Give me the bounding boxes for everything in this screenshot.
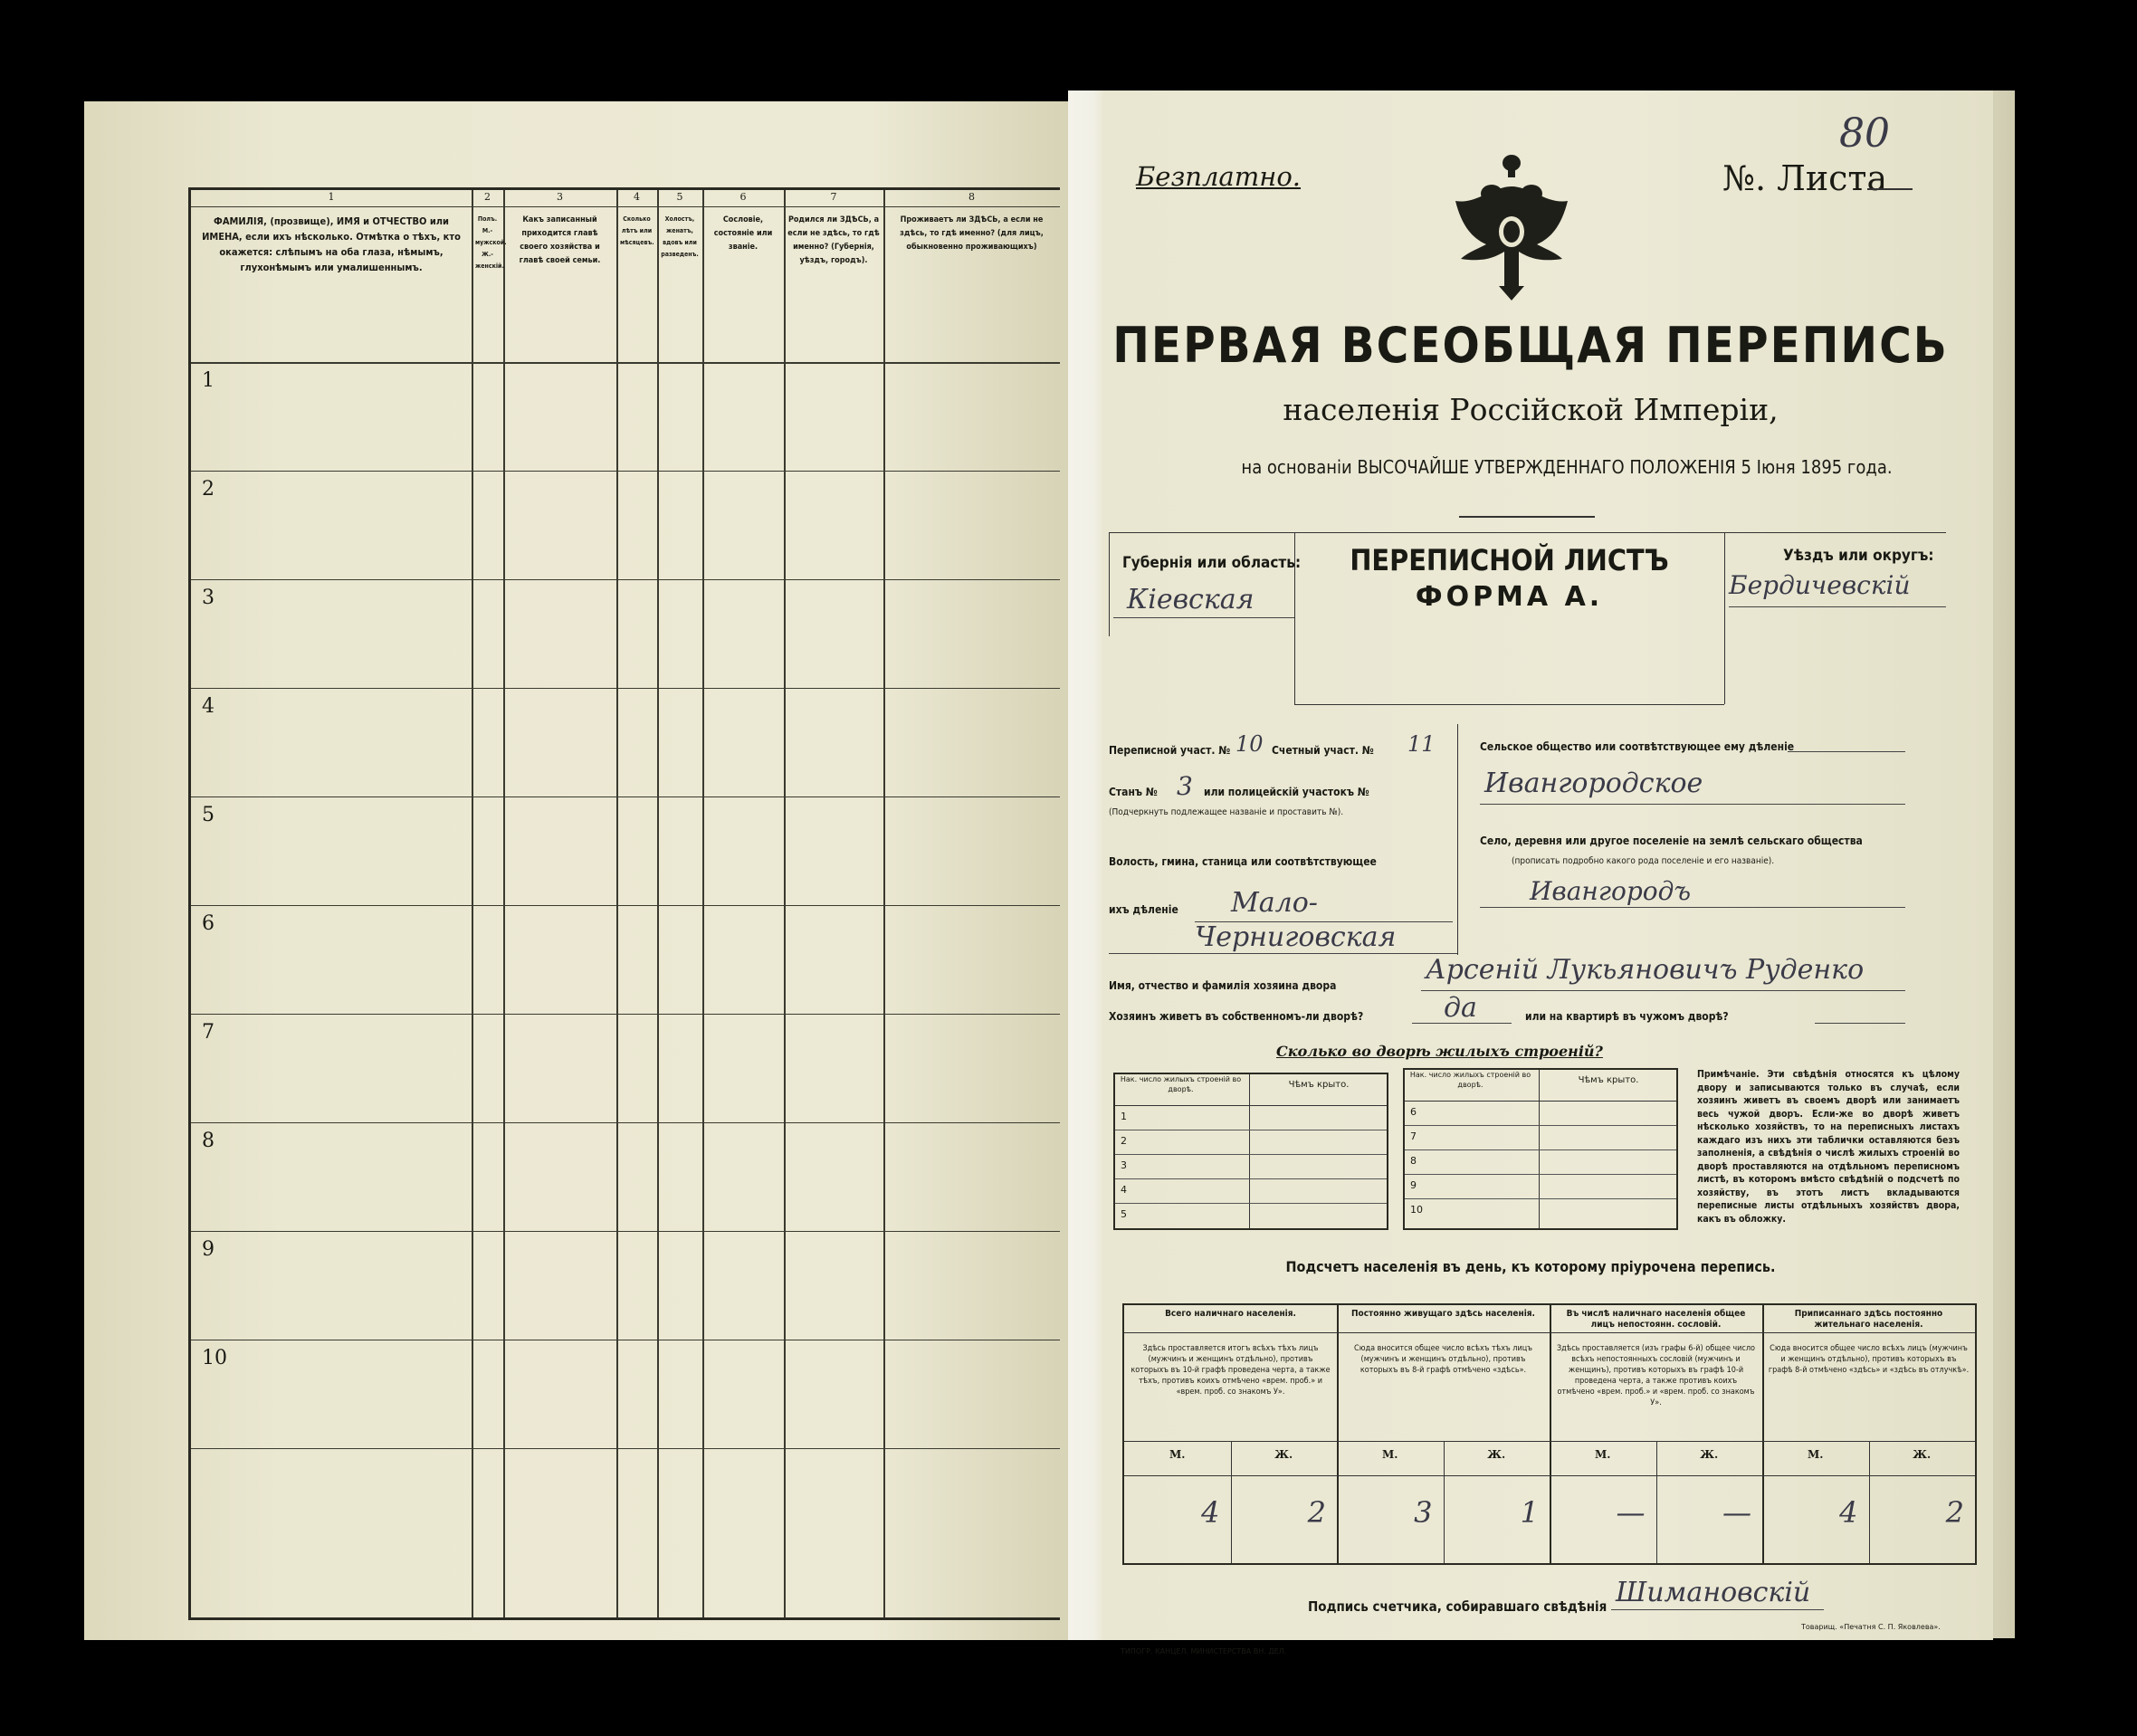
imperial-eagle-icon — [1448, 150, 1575, 304]
ledger-column-line — [883, 190, 885, 1617]
ledger-row-line — [191, 796, 1060, 797]
count-male-value: 3 — [1414, 1495, 1433, 1530]
ledger-column-header: ФАМИЛІЯ, (прозвище), ИМЯ и ОТЧЕСТВО или ИМЕНА, если ихъ нѣсколько. Отмѣтка о тѣхъ, кто окажется: слѣпымъ на оба глаза, нѣмымъ, глухонѣмымъ или умалишеннымъ. — [202, 215, 461, 273]
right-page — [1068, 91, 1993, 1655]
ledger-row-line — [191, 1122, 1060, 1123]
buildings-row-number: 7 — [1410, 1130, 1417, 1142]
buildings-row-line — [1405, 1125, 1676, 1126]
count-group-description: Здѣсь проставляется итогъ всѣхъ тѣхъ лицъ (мужчинъ и женщинъ отдѣльно), противъ которыхъ въ 10-й графѣ проведена черта, а также тѣхъ, противъ коихъ отмѣчено «врем. проб.» и «врем. проб. со знакомъ У». — [1131, 1344, 1331, 1397]
buildings-table-left — [1113, 1073, 1388, 1230]
form-title: ПЕРЕПИСНОЙ ЛИСТЪ — [1350, 543, 1669, 577]
ledger-row-number: 10 — [202, 1347, 227, 1369]
count-female-label: Ж. — [1700, 1448, 1719, 1461]
document-title: ПЕРВАЯ ВСЕОБЩАЯ ПЕРЕПИСЬ — [1112, 317, 1949, 374]
buildings-row-number: 2 — [1121, 1135, 1127, 1147]
census-district-label: Переписной участ. № — [1109, 744, 1231, 757]
buildings-row-number: 10 — [1410, 1204, 1423, 1216]
count-male-label: М. — [1169, 1448, 1186, 1461]
buildings-row-number: 8 — [1410, 1155, 1417, 1167]
buildings-question: Сколько во дворѣ жилыхъ строеній? — [1276, 1043, 1603, 1060]
ledger-row-line — [191, 579, 1060, 580]
buildings-header-number: Нак. число жилыхъ строеній во дворѣ. — [1120, 1075, 1242, 1093]
count-group-description: Сюда вносится общее число всѣхъ лицъ (мужчинъ и женщинъ отдѣльно), противъ которыхъ въ графѣ 8-й отмѣчено «здѣсь» и «здѣсь въ отлучкѣ». — [1768, 1344, 1970, 1375]
count-female-value: 2 — [1945, 1495, 1964, 1530]
community-value: Ивангородское — [1484, 768, 1703, 799]
buildings-row-number: 4 — [1121, 1184, 1127, 1196]
ledger-column-number: 4 — [634, 191, 640, 203]
ledger-column-header: Холостъ, женатъ, вдовъ или разведенъ. — [661, 215, 699, 258]
census-district-value: 10 — [1235, 731, 1264, 757]
stan-value: 3 — [1177, 771, 1193, 801]
buildings-row-line — [1405, 1198, 1676, 1199]
ledger-column-number: 6 — [739, 191, 747, 203]
buildings-table-right — [1403, 1068, 1678, 1230]
buildings-row-number: 5 — [1121, 1208, 1127, 1220]
count-title-line — [1124, 1332, 1975, 1333]
left-page — [84, 101, 1068, 1640]
rented-label: или на квартирѣ въ чужомъ дворѣ? — [1525, 1010, 1729, 1023]
count-female-value: 2 — [1307, 1495, 1326, 1530]
buildings-row-number: 1 — [1121, 1111, 1127, 1122]
owner-value: Арсеній Лукьяновичъ Руденко — [1426, 954, 1865, 986]
ledger-column-header: Сословіе, состояніе или званіе. — [713, 215, 773, 252]
count-female-label: Ж. — [1487, 1448, 1506, 1461]
village-value: Ивангородъ — [1530, 876, 1692, 906]
buildings-row-line — [1115, 1154, 1387, 1155]
ledger-column-line — [702, 190, 704, 1617]
police-note: (Подчеркнуть подлежащее названіе и проставить №). — [1109, 807, 1344, 817]
province-value: Кіевская — [1127, 584, 1255, 615]
count-female-value: 1 — [1520, 1495, 1539, 1530]
buildings-row-line — [1115, 1203, 1387, 1204]
ledger-row-number: 7 — [202, 1021, 215, 1044]
count-male-label: М. — [1595, 1448, 1611, 1461]
count-group-title: Постоянно живущаго здѣсь населенія. — [1351, 1309, 1535, 1319]
ledger-column-line — [657, 190, 659, 1617]
form-subtitle: ФОРМА А. — [1415, 581, 1604, 613]
buildings-row-number: 6 — [1410, 1106, 1417, 1118]
volost-label: Волость, гмина, станица или соотвѣтствующее — [1109, 855, 1377, 868]
ledger-column-header: Полъ. М.-мужской. Ж.-женскій. — [475, 215, 507, 270]
buildings-header-number: Нак. число жилыхъ строеній во дворѣ. — [1409, 1071, 1531, 1089]
count-group-description: Здѣсь проставляется (изъ графы 6-й) общее число всѣхъ непостоянныхъ сословій (мужчинъ и женщинъ), противъ которыхъ въ графѣ 10-й проведена черта, а также противъ коихъ отмѣчено «врем. проб.» и «врем. проб. со знакомъ У». — [1556, 1344, 1755, 1407]
count-male-label: М. — [1808, 1448, 1824, 1461]
ledger-row-line — [191, 1231, 1060, 1232]
ledger-column-number: 2 — [484, 191, 491, 203]
ledger-column-header: Сколько лѣтъ или мѣсяцевъ. — [620, 215, 654, 246]
sheet-number-underline — [1867, 188, 1913, 190]
ledger-column-number: 8 — [968, 191, 975, 203]
village-note: (прописать подробно какого рода поселеніе и его названіе). — [1512, 856, 1775, 866]
ledger-column-number: 3 — [557, 191, 563, 203]
ledger-row-line — [191, 1448, 1060, 1449]
ledger-header-line — [191, 362, 1060, 364]
count-desc-line — [1124, 1441, 1975, 1442]
ledger-column-header: Какъ записанный приходится главѣ своего хозяйства и главѣ своей семьи. — [519, 215, 601, 265]
ledger-column-line — [784, 190, 786, 1617]
count-mf-header-line — [1124, 1475, 1975, 1476]
village-label: Село, деревня или другое поселеніе на землѣ сельскаго общества — [1480, 835, 1863, 847]
counting-district-value: 11 — [1407, 731, 1436, 757]
ledger-column-line — [472, 190, 473, 1617]
ledger-row-line — [191, 905, 1060, 906]
ledger-table — [188, 187, 1060, 1620]
ledger-column-number: 1 — [328, 191, 335, 203]
ledger-row-number: 6 — [202, 912, 215, 935]
sheet-number-label: №. Листа — [1722, 158, 1888, 198]
counting-district-label: Счетный участ. № — [1272, 744, 1374, 757]
owner-label: Имя, отчество и фамилія хозяина двора — [1109, 979, 1337, 992]
ledger-row-number: 3 — [202, 587, 215, 609]
own-house-label: Хозяинъ живетъ въ собственномъ-ли дворѣ? — [1109, 1010, 1364, 1023]
buildings-column-line — [1249, 1074, 1250, 1228]
footer-right: Товарищ. «Печатня С. П. Яковлева». — [1801, 1623, 1941, 1631]
count-group-description: Сюда вносится общее число всѣхъ тѣхъ лицъ (мужчинъ и женщинъ отдѣльно), противъ которыхъ въ 8-й графѣ отмѣчено «здѣсь». — [1354, 1344, 1532, 1375]
count-female-label: Ж. — [1913, 1448, 1932, 1461]
note-text: Примѣчаніе. Эти свѣдѣнія относятся къ цѣлому двору и записываются только въ случаѣ, если хозяинъ живетъ въ своемъ дворѣ или занимаетъ весь чужой дворъ. Если-же во дворѣ живетъ нѣсколько хозяйствъ, то на переписныхъ листахъ каждаго изъ нихъ эти таблички оставляются безъ заполненія, а свѣдѣнія о числѣ жилыхъ строеній во дворѣ проставляются на отдѣльномъ переписномъ листѣ, въ которомъ вмѣсто свѣдѣній о подсчетѣ по хозяйству, въ этотъ листъ вкладываются переписные листы отдѣльныхъ хозяйствъ двора, какъ въ обложку. — [1697, 1069, 1960, 1225]
volost-value: Мало- — [1231, 887, 1318, 919]
count-female-value: — — [1722, 1495, 1751, 1530]
district-value: Бердичевскій — [1729, 570, 1911, 600]
ledger-row-number: 8 — [202, 1130, 215, 1152]
buildings-row-line — [1405, 1149, 1676, 1150]
ornament-divider — [1459, 516, 1595, 518]
ledger-column-line — [503, 190, 505, 1617]
ledger-row-number: 2 — [202, 478, 215, 501]
signature-value: Шимановскій — [1616, 1577, 1811, 1608]
ledger-row-number: 1 — [202, 369, 215, 392]
ledger-row-line — [191, 471, 1060, 472]
count-male-value: 4 — [1201, 1495, 1220, 1530]
province-label: Губернія или область: — [1122, 554, 1302, 572]
district-label: Уѣздъ или округъ: — [1783, 547, 1934, 565]
count-male-value: 4 — [1839, 1495, 1858, 1530]
ledger-column-line — [616, 190, 618, 1617]
community-label: Сельское общество или соотвѣтствующее ему дѣленіе — [1480, 740, 1795, 753]
count-title: Подсчетъ населенія въ день, къ которому пріурочена перепись. — [1285, 1258, 1776, 1275]
count-group-title: Приписаннаго здѣсь постоянно жительнаго населенія. — [1794, 1309, 1943, 1330]
volost-value-2: Черниговская — [1195, 921, 1397, 953]
buildings-row-number: 9 — [1410, 1179, 1417, 1191]
count-male-label: М. — [1382, 1448, 1398, 1461]
ledger-row-number: 9 — [202, 1238, 215, 1261]
sheet-number-handwritten: 80 — [1839, 110, 1890, 157]
own-house-value: да — [1444, 992, 1477, 1024]
count-table — [1122, 1303, 1977, 1565]
buildings-row-number: 3 — [1121, 1159, 1127, 1171]
ledger-column-number: 5 — [676, 191, 683, 203]
signature-label: Подпись счетчика, собиравшаго свѣдѣнія — [1308, 1598, 1608, 1615]
buildings-header-roof: Чѣмъ крыто. — [1288, 1080, 1350, 1090]
buildings-row-line — [1405, 1174, 1676, 1175]
document-subtitle: населенія Россійской Имперіи, — [1283, 392, 1779, 427]
volost-label-2: ихъ дѣленіе — [1109, 903, 1178, 916]
ledger-column-number: 7 — [830, 191, 837, 203]
ledger-row-number: 4 — [202, 695, 215, 718]
buildings-row-line — [1115, 1178, 1387, 1179]
ledger-column-header: Родился ли ЗДѢСЬ, а если не здѣсь, то гдѣ именно? (Губернія, уѣздъ, городъ). — [787, 215, 880, 265]
free-label: Безплатно. — [1136, 161, 1302, 192]
basis-line: на основаніи ВЫСОЧАЙШЕ УТВЕРЖДЕННАГО ПОЛОЖЕНІЯ 5 Іюня 1895 года. — [1241, 456, 1893, 478]
count-female-label: Ж. — [1274, 1448, 1293, 1461]
buildings-header-line — [1405, 1101, 1676, 1102]
count-group-title: Въ числѣ наличнаго населенія общее лицъ непостоянн. сословій. — [1566, 1309, 1746, 1330]
ledger-row-line — [191, 688, 1060, 689]
ledger-column-header: Проживаетъ ли ЗДѢСЬ, а если не здѣсь, то гдѣ именно? (для лицъ, обыкновенно проживающихъ) — [900, 215, 1044, 252]
ledger-row-line — [191, 1014, 1060, 1015]
ledger-row-number: 5 — [202, 804, 215, 826]
buildings-header-line — [1115, 1105, 1387, 1106]
buildings-header-roof: Чѣмъ крыто. — [1578, 1075, 1639, 1085]
stan-label: Станъ № — [1109, 786, 1158, 798]
count-group-title: Всего наличнаго населенія. — [1165, 1309, 1296, 1319]
police-label: или полицейскій участокъ № — [1204, 786, 1369, 798]
count-male-value: — — [1616, 1495, 1646, 1530]
footer-left: ТИПОГР. КАНЦЕЛ. МИНИСТЕРСТВА ВН. ДЕЛ. — [1121, 1647, 1287, 1655]
